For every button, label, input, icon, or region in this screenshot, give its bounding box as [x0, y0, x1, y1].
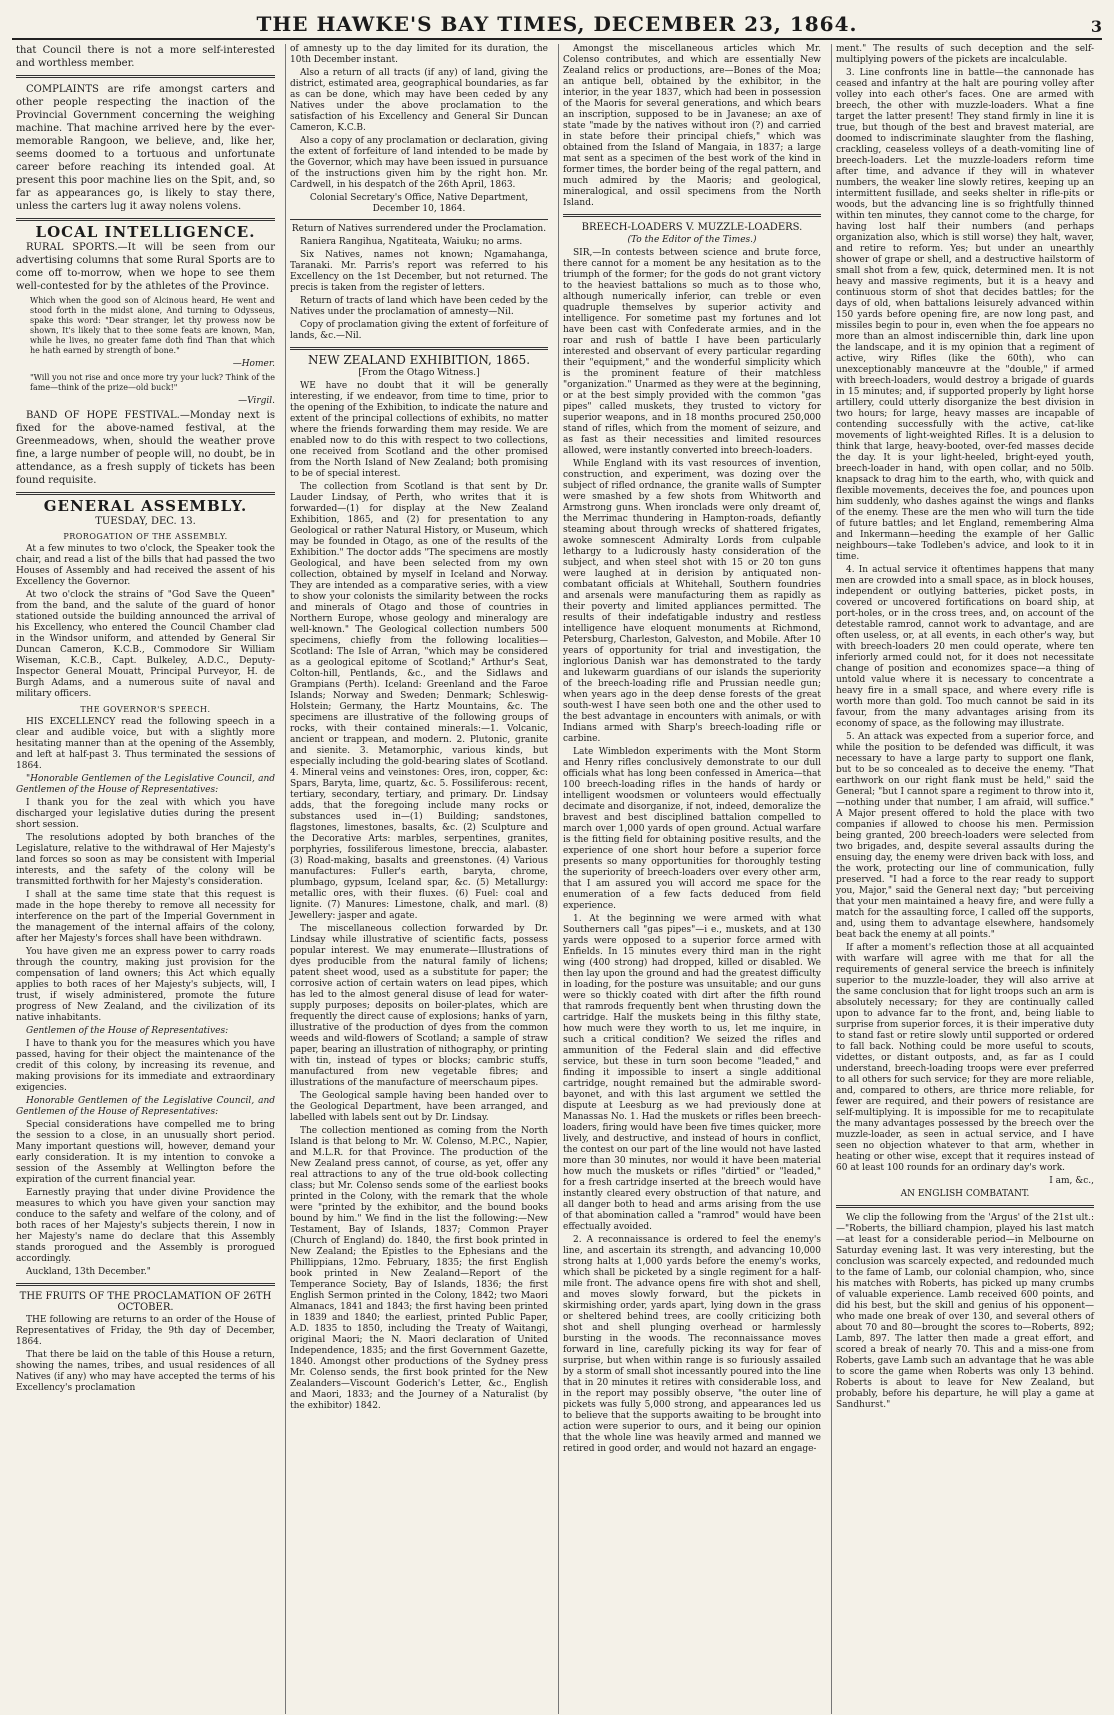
page-number: 3 — [1090, 17, 1102, 36]
columns — [12, 44, 1102, 1714]
colenso-paragraph: Amongst the miscellaneous articles which Mr. Colenso contributes, and which are essentially New Zealand relics or productions, are—Bones of the Moa; an antique bell, obtained by the exhibitor, in the interior, in the year 1837, which had been in possession of the Maoris for several generations, and which bears an inscription, supposed to be in Javanese; an axe of state "made by the natives without iron (?) and carried in state before their principal chiefs," which was obtained from the Island of Mangaia, in 1837; a large mat sent as a specimen of the best work of the kind in former times, the border being of the regal pattern, and much admired by the Maoris; and geological, mineralogical, and ossil specimens from the North Island. — [563, 44, 821, 208]
fruits-paragraph: That there be laid on the table of this House a return, showing the names, tribes, and usual residences of all Natives (if any) who may have accepted the terms of his Excellency's proclamation — [16, 1350, 275, 1393]
complaints-paragraph: COMPLAINTS are rife amongst carters and other people respecting the inaction of the Provincial Government concerning the weighing machine. That machine arrived here by the ever-memorable Rangoon, we believe, and, like her, seems doomed to a tortuous and unfortunate career before reaching its intended goal. At present this poor machine lies on the Spit, and, so far as appearances go, is likely to stay there, unless the carters lug it away nolens volens. — [16, 84, 275, 212]
letter-paragraph: 4. In actual service it oftentimes happens that many men are crowded into a small space, as in block houses, independent or outlying batteries, picket posts, in covered or uncovered fortifications on board ship, at port-holes, or in the cross trees, and, on account of the detestable ramrod, cannot work to advantage, and are often useless, or, at all events, in each other's way, but with breech-loaders 20 men could operate, where ten inferiorly armed could not, for it does not necessitate change of position and economizes space—a thing of untold value where it is necessary to concentrate a heavy fire in a small space, and where every rifle is worth more than gold. Too much cannot be said in its favour, from the many advantages arising from its economy of space, as the following may illustrate. — [836, 565, 1094, 729]
column-1 — [12, 44, 279, 1714]
rural-sports-paragraph: RURAL SPORTS.—It will be seen from our advertising columns that some Rural Sports are to come off to-morrow, when we hope to see them well-contested for by the athletes of the Province. — [16, 242, 275, 292]
divider — [16, 218, 275, 221]
divider — [836, 1205, 1094, 1208]
amnesty-paragraph: of amnesty up to the day limited for its duration, the 10th December instant. — [290, 44, 548, 65]
divider — [290, 219, 548, 220]
tracts-paragraph: Also a return of all tracts (if any) of land, giving the district, estimated area, geographical boundaries, as far as can be done, which may have been ceded by any Natives under the above proclamation to the satisfaction of his Excellency and General Sir Duncan Cameron, K.C.B. — [290, 68, 548, 133]
exhibition-paragraph: The collection mentioned as coming from the North Island is that belong to Mr. W. Colenso, M.P.C., Napier, and M.L.R. for that Province. The production of the New Zealand press cannot, of course, as yet, offer any real attractions to any of the true old-book collecting class; but Mr. Colenso sends some of the earliest books printed in the Colony, with the remark that the whole were "printed by the exhibitor, and the bound books bound by him." We find in the list the following:—New Testament, Bay of Islands, 1837; Common Prayer (Church of England) do. 1840, the first book printed in New Zealand; the Epistles to the Ephesians and the Phillippians, 12mo. February, 1835; the first English book printed in New Zealand—Report of the Temperance Society, Bay of Islands, 1836; the first English Sermon printed in the Colony, 1842; two Maori Almanacs, 1841 and 1843; the first having been printed in 1839 and 1840; the earliest, printed Public Paper, A.D. 1835 to 1850, including the Treaty of Waitangi, original Maori; the N. Maori declaration of United Independence, 1835; and the first Government Gazette, 1840. Amongst other productions of the Sydney press Mr. Colenso sends, the first book printed for the New Zealanders—Viscount Goderich's Letter, &c., English and Maori, 1833; and the Journey of a Naturalist (by the exhibitor) 1842. — [290, 1126, 548, 1411]
assembly-paragraph: At a few minutes to two o'clock, the Speaker took the chair, and read a list of the bills that had passed the two Houses of Assembly and had received the assent of his Excellency the Governor. — [16, 544, 275, 587]
breech-loaders-heading: BREECH-LOADERS V. MUZZLE-LOADERS. — [581, 222, 803, 233]
divider — [16, 1283, 275, 1286]
masthead-bar — [12, 10, 1102, 40]
letter-paragraph: 1. At the beginning we were armed with what Southerners call "gas pipes"—i e., muskets, and at 130 yards were opposed to a superior force armed with Enfields. In 15 minutes every third man in the right wing (400 strong) had dropped, killed or disabled. We then lay upon the ground and had the greatest difficulty in loading, for the posture was unsuitable; and our guns were so thickly coated with dirt after the fifth round that ramrods frequently bent when thrusting down the cartridge. Half the muskets being in this filthy state, how much were they worth to us, let me inquire, in such a critical condition? We seized the rifles and ammunition of the Federal slain and did effective service, but these in turn soon become "leaded," and finding it impossible to insert a single additional cartridge, nought remained but the admirable sword-bayonet, and with this last argument we settled the dispute at Leesburg as we had previously done at Manassas No. 1. Had the muskets or rifles been breech-loaders, firing would have been five times quicker, more lively, and destructive, and instead of hours in conflict, the contest on our part of the line would not have lasted more than 30 minutes, nor would it have been material how much the muskets or rifles "dirtied" or "leaded," for a fresh cartridge inserted at the breech would have instantly cleared every obstruction of that nature, and all danger both to head and arms arising from the use of that abomination called a "ramrod" would have been effectually avoided. — [563, 914, 821, 1232]
poem-homer-attribution: —Homer. — [232, 359, 275, 369]
masthead-title: THE HAWKE'S BAY TIMES, DECEMBER 23, 1864. — [256, 12, 858, 36]
return-entry: Copy of proclamation giving the extent of forfeiture of lands, &c.—Nil. — [290, 320, 548, 341]
speech-paragraph: HIS EXCELLENCY read the following speech in a clear and audible voice, but with a slightly more hesitating manner than at the opening of the Assembly, and left at half-past 3. Thus terminated the sessions of 1864. — [16, 717, 275, 771]
divider — [563, 214, 821, 217]
exhibition-paragraph: The Geological sample having been handed over to the Geological Department, have been arranged, and labelled with labels sent out by Dr. Lindsay. — [290, 1091, 548, 1123]
speech-paragraph: You have given me an express power to carry roads through the country, making just provision for the compensation of land owners; this Act which equally applies to both races of her Majesty's subjects, will, I trust, if wisely administered, promote the future progress of New Zealand, and the civilization of its native inhabitants. — [16, 947, 275, 1023]
column-3 — [558, 44, 825, 1714]
band-of-hope-paragraph: BAND OF HOPE FESTIVAL.—Monday next is fixed for the above-named festival, at the Greenmeadows, when, should the weather prove fine, a large number of people will, no doubt, be in attendance, as a fresh supply of tickets has been found requisite. — [16, 410, 275, 486]
general-assembly-heading: GENERAL ASSEMBLY. — [43, 497, 248, 515]
letter-paragraph: 3. Line confronts line in battle—the cannonade has ceased and infantry at the halt are pouring volley after volley into each other's faces. One are armed with breech, the other with muzzle-loaders. What a fine target the latter present! They stand firmly in line it is true, but though of the best and bravest material, are doomed to indiscriminate slaughter from the flashing, crackling, ceaseless volleys of a death-vomiting line of breech-loaders. Let the muzzle-loaders reform time after time, and advance if they will in whatever numbers, the weaker line slowly retires, keeping up an intermittent fusillade, and seeks shelter in rifle-pits or woods, but the advancing line is so frightfully thinned within ten minutes, they cannot come to the charge, for having lost half their numbers (and perhaps organization also, which is still worse) they halt, waver, and retire to reform. Yes; but under an unearthly shower of grape or shell, and a destructive hailstorm of small shot from a few, quick, determined men. It is not heavy and massive regiments, but it is a heavy and continuous storm of shot that decides battles; for the days of old, when battalions leisurely advanced within 150 yards before opening fire, are now long past, and missiles begin to pour in, even when the foe appears no more than an almost indiscernible thin, dark line upon the landscape, and it is my opinion that a regiment of active, wiry Rifles (like the 60th), who can unexceptionably manœuvre at the "double," if armed with breech-loaders, would destroy a brigade of guards in 15 minutes; and, if supported properly by light horse artillery, could utterly disorganize the best division in two hours; for large, heavy masses are incapable of contending successfully with the active, cat-like movements of light-weighted Rifles. It is a delusion to think that large, heavy-booted, over-fed masses decide the day. It is your light-heeled, bright-eyed youth, breech-loader in hand, with open collar, and no 50lb. knapsack to drag him to the earth, who, with quick and flexible movements, deceives the foe, and pounces upon him suddenly, who dashes against the wings and flanks of the enemy. These are the men who will turn the tide of future battles; and let England, remembering Alma and Inkermann—heeding the example of her Gallic neighbours—take Todleben's advice, and look to it in time. — [836, 68, 1094, 562]
letter-addressee: (To the Editor of the Times.) — [627, 235, 757, 245]
nz-exhibition-source: [From the Otago Witness.] — [358, 368, 480, 378]
fruits-paragraph: THE following are returns to an order of the House of Representatives of Friday, the 9th day of December, 1864. — [16, 1315, 275, 1347]
speech-paragraph: I shall at the same time state that this request is made in the hope thereby to remove all necessity for interference on the part of the Imperial Government in the management of the internal affairs of the colony, after her Majesty's forces shall have been withdrawn. — [16, 890, 275, 944]
letter-signature: AN ENGLISH COMBATANT. — [900, 1189, 1030, 1199]
billiards-paragraph: We clip the following from the 'Argus' of the 21st ult.:—"Roberts, the billiard champion, played his last match—at least for a considerable period—in Melbourne on Saturday evening last. It was very interesting, but the conclusion was scarcely expected, and redounded much to the fame of Lamb, our colonial champion, who, since his matches with Roberts, has picked up many crumbs of valuable experience. Lamb received 600 points, and did his best, but the skill and genius of his opponent—who made one break of over 130, and several others of about 70 and 80—brought the scores to—Roberts, 892; Lamb, 897. The latter then made a great effort, and scored a break of nearly 70. This and a miss-one from Roberts, gave Lamb such an advantage that he was able to score the game when Roberts was only 13 behind. Roberts is about to leave for New Zealand, but probably, before his departure, he will play a game at Sandhurst." — [836, 1213, 1094, 1410]
exhibition-paragraph: The miscellaneous collection forwarded by Dr. Lindsay while illustrative of scientific facts, possess popular interest. We may enumerate—Illustrations of dyes producible from the natural family of lichens; patent sheet wood, used as a substitute for paper; the corrosive action of certain waters on lead pipes, which has led to the almost general disuse of lead for water-supply purposes; deposits on boiler-plates, which are frequently the direct cause of explosions; hanks of yarn, illustrative of the production of dyes from the common weeds and wild-flowers of Scotland; a sample of straw paper, bearing an illustration of nithography, or printing with tin, instead of types or blocks; cambric stuffs, manufactured from new vegetable fibres; and illustrations of the manufacture of meerschaum pipes. — [290, 924, 548, 1088]
speech-paragraph: The resolutions adopted by both branches of the Legislature, relative to the withdrawal of Her Majesty's land forces so soon as may be consistent with Imperial interests, and the safety of the colony will be transmitted forthwith for her Majesty's consideration. — [16, 833, 275, 887]
speech-paragraph: Earnestly praying that under divine Providence the measures to which you have given your sanction may conduce to the safety and welfare of the colony, and of both races of her Majesty's subjects therein, I now in her Majesty's name do declare that this Assembly stands prorogued and the Assembly is prorogued accordingly. — [16, 1188, 275, 1264]
speech-address: "Honorable Gentlemen of the Legislative Council, and Gentlemen of the House of Representatives: — [16, 774, 275, 795]
speech-place-date: Auckland, 13th December." — [26, 1267, 151, 1277]
letter-paragraph: While England with its vast resources of invention, construction, and experiment, was dozing over the subject of rifled ordnance, the granite walls of Sumpter were smashed by a few shots from Whitworth and Armstrong guns. When ironclads were only dreamt of, the Merrimac thundering in Hampton-roads, defiantly steaming about through wrecks of shattered frigates, awoke somnescent Admiralty Lords from culpable lethargy to a ludicrously hasty consideration of the subject, and when steel shot with 15 or 20 ton guns were laughed at in derision by antiquated non-combatant officials at Whitehall, Southern foundries and arsenals were manufacturing them as rapidly as their poverty and limited appliances permitted. The results of their indefatigable industry and restless intelligence have eloquent monuments at Richmond, Petersburg, Charleston, Galveston, and Mobile. After 10 years of opportunity for trial and investigation, the inglorious Danish war has demonstrated to the tardy and lukewarm guardians of our islands the superiority of the breech-loading rifle and Prussian needle gun; when years ago in the deep dense forests of the great south-west I have seen both one and the other used to the best advantage in encounters with animals, or with Indians armed with Sharp's breech-loading rifle or carbine. — [563, 459, 821, 744]
poem-homer: Which when the good son of Alcinous heard, He went and stood forth in the midst alone, And turning to Odysseus, spake this word: "Dear stranger, let thy prowess now be shown, It's likely that to thee some feats are known, Man, while he lives, no greater fame doth find Than that which he hath earned by strength of bone." — [30, 296, 275, 355]
exhibition-paragraph: The collection from Scotland is that sent by Dr. Lauder Lindsay, of Perth, who writes that it is forwarded—(1) for display at the New Zealand Exhibition, 1865, and (2) for presentation to any Geological or rather Natural History, or Museum, which may be founded in Otago, as one of the results of the Exhibition." The doctor adds "The specimens are mostly Geological, and have been selected from my own collection, obtained by myself in Iceland and Norway. They are intended as a comparative series, with a view to show your colonists the similarity between the rocks and minerals of Otago and those of countries in Northern Europe, whose geology and mineralogy are well-known." The Geological collection numbers 500 specimens, chiefly from the following localities—Scotland: The Isle of Arran, "which may be considered as a geological epitome of Scotland;" Arthur's Seat, Colton-hill, Pentlands, &c., and the Sidlaws and Grampians (Perth). Iceland: Greenland and the Faroe Islands; Norway and Sweden; Denmark; Schleswig-Holstein; Germany, the Hartz Mountains, &c. The specimens are illustrative of the following groups of rocks, with their contained minerals:—1. Volcanic, ancient or trappean, and modern. 2. Plutonic, granite and sienite. 3. Metamorphic, various kinds, but especially including the gold-bearing slates of Scotland. 4. Mineral veins and veinstones: Ores, iron, copper, &c: Spars, Baryta, lime, quartz, &c. 5. Fossiliferous: recent, tertiary, secondary, tertiary, and primary. Dr. Lindsay adds, that the foregoing include many rocks or substances used in—(1) Building; sandstones, flagstones, limestones, basalts, &c. (2) Sculpture and the Decorative Arts: marbles, serpentines, granites, porphyries, fossiliferous limestone, breccia, alabaster. (3) Road-making, basalts and greenstones. (4) Various manufactures: Fuller's earth, baryta, chrome, plumbago, gypsum, Iceland spar, &c. (5) Metallurgy: metallic ores, with their fluxes. (6) Fuel: coal and lignite. (7) Manures: Limestone, chalk, and marl. (8) Jewellery: jasper and agate. — [290, 482, 548, 921]
letter-closing: I am, &c., — [1049, 1176, 1094, 1186]
assembly-paragraph: At two o'clock the strains of "God Save the Queen" from the band, and the salute of the guard of honor stationed outside the building announced the arrival of his Excellency, who entered the Council Chamber clad in the Windsor uniform, and attended by General Sir Duncan Cameron, K.C.B., Commodore Sir William Wiseman, K.C.B., Capt. Bulkeley, A.D.C., Deputy-Inspector General Mouatt, Principal Purveyor, H. de Burgh Adams, and a numerous suite of naval and military officers. — [16, 590, 275, 699]
poem-virgil-attribution: —Virgil. — [238, 396, 275, 406]
speech-address: Honorable Gentlemen of the Legislative Council, and Gentlemen of the House of Representatives: — [16, 1096, 275, 1117]
divider — [16, 75, 275, 78]
letter-paragraph: Late Wimbledon experiments with the Mont Storm and Henry rifles conclusively demonstrate to our dull officials what has long been confessed in America—that 100 breech-loading rifles in the hands of hardy or intelligent woodsmen or volunteers would effectually decimate and disorganize, if not, indeed, demoralize the bravest and best disciplined battalion compelled to march over 1,000 yards of open ground. Actual warfare is the fitting field for obtaining positive results, and the experience of one short hour before a superior force presents so many opportunities for thoroughly testing the superiority of breech-loaders over every other arm, that I am assured you will accord me space for the enumeration of a few facts deduced from field experience. — [563, 747, 821, 911]
letter-paragraph: ment." The results of such deception and the self-multiplying powers of the pickets are incalculable. — [836, 44, 1094, 65]
general-assembly-date: TUESDAY, DEC. 13. — [95, 516, 196, 527]
nz-exhibition-heading: NEW ZEALAND EXHIBITION, 1865. — [307, 353, 531, 367]
governors-speech-subheading: THE GOVERNOR'S SPEECH. — [80, 705, 211, 714]
column-4 — [831, 44, 1098, 1714]
office-signature: Colonial Secretary's Office, Native Department, December 10, 1864. — [309, 193, 529, 214]
speech-paragraph: I have to thank you for the measures which you have passed, having for their object the maintenance of the credit of this colony, by increasing its revenue, and making provisions for its immediate and extraordinary exigencies. — [16, 1039, 275, 1093]
return-heading: Return of Natives surrendered under the Proclamation. — [291, 224, 547, 234]
exhibition-paragraph: WE have no doubt that it will be generally interesting, if we endeavor, from time to time, prior to the opening of the Exhibition, to indicate the nature and extent of the principal collections of exhibits, no matter where the friends forwarding them may reside. We are enabled now to do this with respect to two collections, one received from Scotland and the other promised from the North Island of New Zealand; both promising to be of special interest. — [290, 381, 548, 479]
divider — [290, 347, 548, 350]
local-intelligence-heading: LOCAL INTELLIGENCE. — [35, 223, 256, 241]
proclamation-copy-paragraph: Also a copy of any proclamation or declaration, giving the extent of forfeiture of land intended to be made by the Governor, which may have been issued in pursuance of the instructions given him by the right hon. Mr. Cardwell, in his despatch of the 26th April, 1863. — [290, 136, 548, 190]
speech-address: Gentlemen of the House of Representatives: — [26, 1026, 229, 1036]
poem-virgil: "Will you not rise and once more try your luck? Think of the fame—think of the prize—old buck!" — [30, 373, 275, 392]
letter-paragraph: 5. An attack was expected from a superior force, and while the position to be defended was difficult, it was necessary to have a large party to support one flank, but to be so concealed as to deceive the enemy. "That earthwork on our right flank must be held," said the General; "but I cannot spare a regiment to throw into it,—nothing under that number, I am afraid, will suffice." A Major present offered to hold the place with two companies if allowed to choose his men. Permission being granted, 200 breech-loaders were selected from two brigades, and, despite several assaults during the ensuing day, the enemy were driven back with loss, and the work, protecting our line of communication, fully preserved. "I had a force to the rear ready to support you, Major," said the General next day; "but perceiving that your men maintained a heavy fire, and were fully a match for the assaulting force, I called off the supports, and, using them to advantage elsewhere, handsomely beat back the enemy at all points." — [836, 732, 1094, 940]
letter-paragraph: 2. A reconnaissance is ordered to feel the enemy's line, and ascertain its strength, and advancing 10,000 strong halts at 1,000 yards before the enemy's works, which shall be picketed by a single regiment for a half-mile front. The advance opens fire with shot and shell, and moves slowly forward, but the pickets in skirmishing order, yards apart, lying down in the grass or sheltered behind trees, are coolly criticizing both shot and shell plunging overhead or harmlessly bursting in the woods. The reconnaissance moves forward in line, carefully picking its way for fear of surprise, but when within range is so furiously assailed by a storm of small shot incessantly poured into the line that in 20 minutes it retires with considerable loss, and in the report may possibly observe, "the outer line of pickets was fully 5,000 strong, and appearances led us to believe that the supports awaiting to be brought into action were superior to ours, and it being our opinion that the whole line was heavily armed and manned we retired in good order, and would not hazard an engage- — [563, 1235, 821, 1454]
prorogation-subheading: PROROGATION OF THE ASSEMBLY. — [63, 532, 228, 541]
return-entry: Six Natives, names not known; Ngamahanga, Taranaki. Mr. Parris's report was referred to his Excellency on the 1st December, but not returned. The precis is taken from the register of letters. — [290, 250, 548, 293]
divider — [16, 492, 275, 495]
return-entry: Return of tracts of land which have been ceded by the Natives under the proclamation of amnesty—Nil. — [290, 296, 548, 317]
fruits-of-proclamation-heading: THE FRUITS OF THE PROCLAMATION OF 26TH OCTOBER. — [19, 1291, 272, 1313]
column-2 — [285, 44, 552, 1714]
letter-paragraph: If after a moment's reflection those at all acquainted with warfare will agree with me that for all the requirements of general service the breech is infinitely superior to the muzzle-loader, they will also arrive at the same conclusion that for light troops such an arm is absolutely necessary; for they are continually called upon to advance far to the front, and, being liable to surprise from superior forces, it is their imperative duty to stand fast or retire slowly until supported or ordered to fall back. Nothing could be more useful to scouts, videttes, or distant outposts, and, as far as I could understand, breech-loading troops were ever preferred to all others for such service; for they are more reliable, and, compared to others, are thrice more reliable, for fewer are required, and their powers of resistance are self-multiplying. It is impossible for me to recapitulate the many advantages possessed by the breech over the muzzle-loader, as seen in actual service, and I have seen no objection whatever to that arm, whether in heating or other wise, except that it requires instead of 60 at least 100 rounds for an ordinary day's work. — [836, 943, 1094, 1173]
speech-paragraph: Special considerations have compelled me to bring the session to a close, in an unusually short period. Many important questions will, however, demand your early consideration. It is my intention to convoke a session of the Assembly at Wellington before the expiration of the current financial year. — [16, 1120, 275, 1185]
council-text: that Council there is not a more self-interested and worthless member. — [16, 45, 275, 69]
speech-paragraph: I thank you for the zeal with which you have discharged your legislative duties during the present short session. — [16, 798, 275, 830]
return-entry: Raniera Rangihua, Ngatiteata, Waiuku; no arms. — [300, 237, 523, 247]
letter-paragraph: SIR,—In contests between science and brute force, there cannot for a moment be any hesitation as to the triumph of the former; for the gods do not grant victory to the heaviest battalions so much as to those who, although numerically inferior, can treble or even quadruple themselves by superior activity and intelligence. For sometime past my fortunes and lot have been cast with Confederate armies, and in the roar and rush of battle I have been particularly interested and observant of every particular regarding their "equipment," and the wonderful simplicity which is the prominent feature of their matchless "organization." Unarmed as they were at the beginning, or at the best simply provided with the common "gas pipes" called muskets, they trusted to victory for superior weapons, and in 18 months procured 250,000 stand of rifles, which from the moment of seizure, and as fast as their necessities and limited resources allowed, were instantly converted into breech-loaders. — [563, 248, 821, 456]
